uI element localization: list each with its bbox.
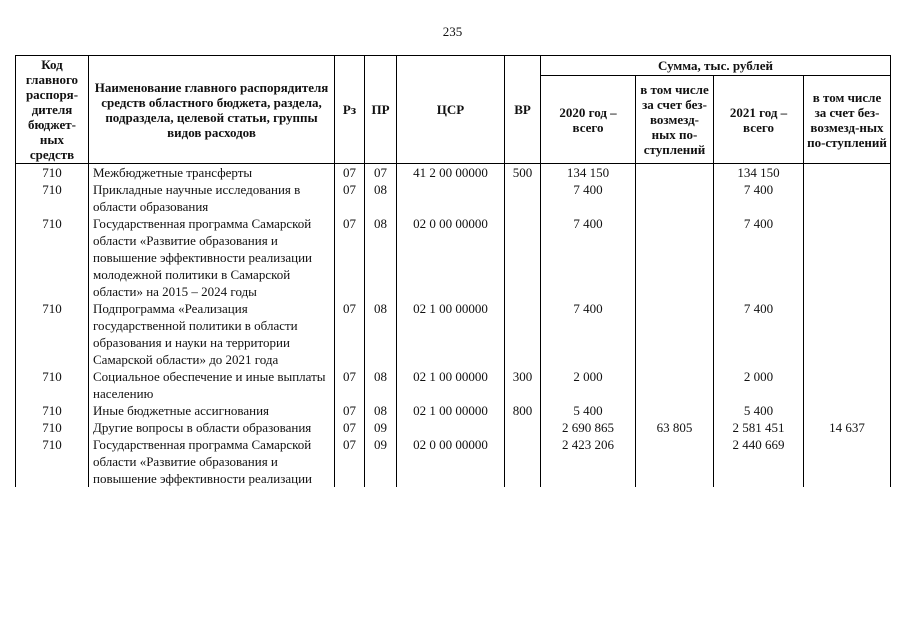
cell-2020-total: 7 400 [541, 215, 636, 300]
cell-rz: 07 [335, 300, 365, 368]
table-row [16, 300, 891, 368]
cell-2020-free [636, 402, 714, 419]
cell-2020-total: 2 000 [541, 368, 636, 402]
cell-vr: 800 [505, 402, 541, 419]
cell-name: Государственная программа Самарской области «Развитие образования и повышение эффективности реализации [89, 436, 335, 487]
cell-pr: 08 [365, 300, 397, 368]
table-row [16, 215, 891, 300]
cell-name: Другие вопросы в области образования [89, 419, 335, 436]
cell-2021-free [804, 181, 891, 215]
header-pr: ПР [365, 56, 397, 164]
cell-rz: 07 [335, 164, 365, 182]
header-2020-total: 2020 год – всего [541, 76, 636, 164]
cell-vr: 500 [505, 164, 541, 182]
cell-2020-free [636, 300, 714, 368]
header-2021-total: 2021 год – всего [714, 76, 804, 164]
cell-2021-free [804, 215, 891, 300]
table-row [16, 164, 891, 182]
cell-pr: 08 [365, 181, 397, 215]
cell-pr: 07 [365, 164, 397, 182]
cell-vr: 300 [505, 368, 541, 402]
table-row [16, 436, 891, 487]
cell-2021-total: 2 440 669 [714, 436, 804, 487]
cell-rz: 07 [335, 436, 365, 487]
header-name: Наименование главного распорядителя средств областного бюджета, раздела, подраздела, целевой статьи, группы видов расходов [89, 56, 335, 164]
header-rz: Рз [335, 56, 365, 164]
cell-2020-free [636, 181, 714, 215]
cell-pr: 08 [365, 402, 397, 419]
cell-pr: 08 [365, 368, 397, 402]
cell-code: 710 [16, 300, 89, 368]
cell-2020-total: 2 423 206 [541, 436, 636, 487]
cell-code: 710 [16, 181, 89, 215]
cell-csr: 02 1 00 00000 [397, 402, 505, 419]
cell-csr: 02 0 00 00000 [397, 215, 505, 300]
cell-2021-total: 5 400 [714, 402, 804, 419]
cell-2021-total: 2 000 [714, 368, 804, 402]
cell-name: Государственная программа Самарской области «Развитие образования и повышение эффективности реализации молодежной политики в Самарской области» на 2015 – 2024 годы [89, 215, 335, 300]
cell-2021-total: 7 400 [714, 215, 804, 300]
table-row [16, 181, 891, 215]
cell-name: Иные бюджетные ассигнования [89, 402, 335, 419]
cell-pr: 09 [365, 436, 397, 487]
cell-2020-free [636, 164, 714, 182]
cell-2021-free [804, 436, 891, 487]
cell-vr [505, 181, 541, 215]
cell-2021-free [804, 368, 891, 402]
cell-csr: 41 2 00 00000 [397, 164, 505, 182]
cell-vr [505, 436, 541, 487]
cell-csr: 02 1 00 00000 [397, 300, 505, 368]
cell-name: Прикладные научные исследования в области образования [89, 181, 335, 215]
cell-pr: 09 [365, 419, 397, 436]
header-row [16, 56, 891, 76]
cell-rz: 07 [335, 419, 365, 436]
page-number: 235 [442, 24, 463, 39]
cell-2020-total: 7 400 [541, 300, 636, 368]
cell-rz: 07 [335, 368, 365, 402]
header-code: Код главного распоря-дителя бюджет-ных средств [16, 56, 89, 164]
cell-2020-total: 5 400 [541, 402, 636, 419]
header-csr: ЦСР [397, 56, 505, 164]
cell-vr [505, 300, 541, 368]
cell-2021-free [804, 402, 891, 419]
cell-2020-total: 134 150 [541, 164, 636, 182]
cell-code: 710 [16, 419, 89, 436]
cell-csr: 02 1 00 00000 [397, 368, 505, 402]
cell-2021-free: 14 637 [804, 419, 891, 436]
cell-2021-total: 7 400 [714, 181, 804, 215]
cell-2021-total: 7 400 [714, 300, 804, 368]
cell-name: Подпрограмма «Реализация государственной политики в области образования и науки на территории Самарской области» до 2021 года [89, 300, 335, 368]
header-2020-free: в том числе за счет без-возмезд-ных по-ступлений [636, 76, 714, 164]
cell-csr [397, 419, 505, 436]
cell-rz: 07 [335, 402, 365, 419]
cell-2021-total: 134 150 [714, 164, 804, 182]
cell-code: 710 [16, 368, 89, 402]
cell-name: Межбюджетные трансферты [89, 164, 335, 182]
cell-name: Социальное обеспечение и иные выплаты населению [89, 368, 335, 402]
cell-2020-free [636, 368, 714, 402]
cell-2021-free [804, 300, 891, 368]
cell-csr: 02 0 00 00000 [397, 436, 505, 487]
cell-vr [505, 215, 541, 300]
table-row [16, 402, 891, 419]
cell-pr: 08 [365, 215, 397, 300]
cell-2020-total: 7 400 [541, 181, 636, 215]
header-sum: Сумма, тыс. рублей [541, 56, 891, 76]
header-vr: ВР [505, 56, 541, 164]
cell-code: 710 [16, 436, 89, 487]
table-row [16, 419, 891, 436]
budget-table [15, 55, 891, 487]
cell-2021-total: 2 581 451 [714, 419, 804, 436]
cell-code: 710 [16, 402, 89, 419]
table-row [16, 368, 891, 402]
cell-2020-free [636, 436, 714, 487]
cell-2020-free: 63 805 [636, 419, 714, 436]
cell-csr [397, 181, 505, 215]
cell-2020-free [636, 215, 714, 300]
cell-vr [505, 419, 541, 436]
header-2021-free: в том числе за счет без-возмезд-ных по-ступлений [804, 76, 891, 164]
cell-code: 710 [16, 215, 89, 300]
cell-code: 710 [16, 164, 89, 182]
cell-rz: 07 [335, 181, 365, 215]
cell-2020-total: 2 690 865 [541, 419, 636, 436]
cell-2021-free [804, 164, 891, 182]
cell-rz: 07 [335, 215, 365, 300]
